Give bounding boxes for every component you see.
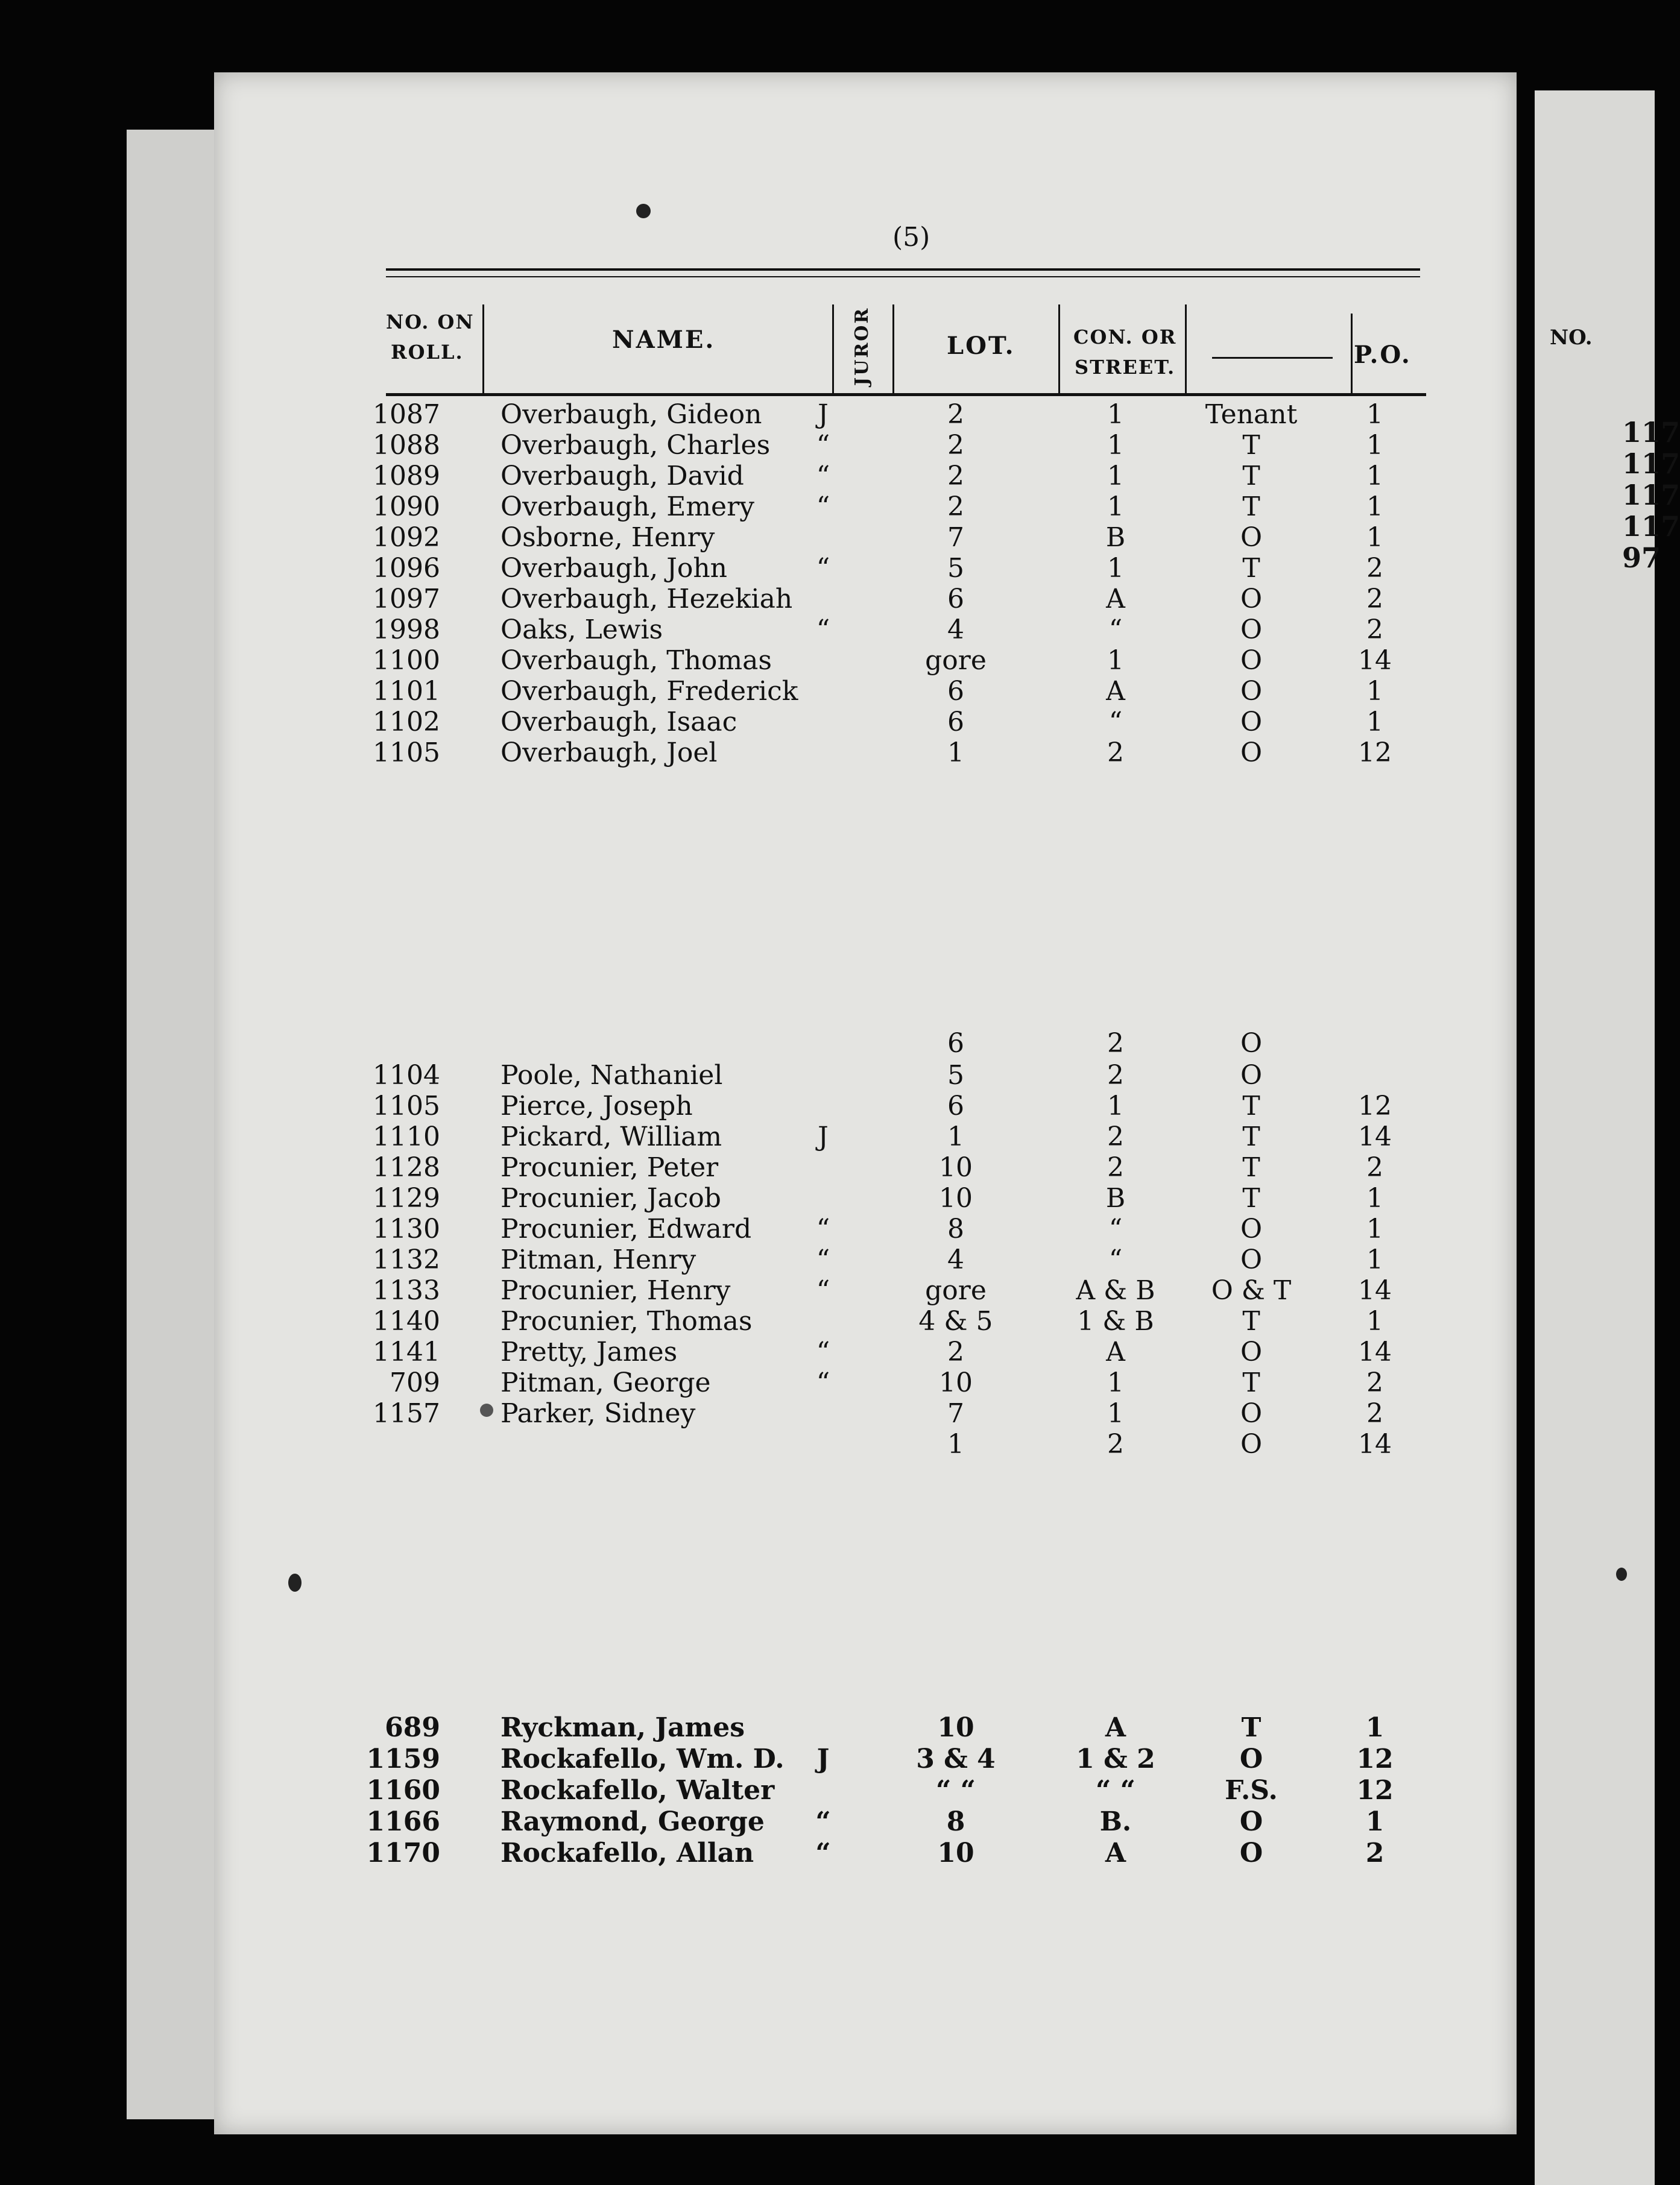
adjacent-roll-number: 97 xyxy=(1622,541,1661,574)
lot-value: 4 xyxy=(947,614,964,645)
header-con: CON. OR xyxy=(1073,326,1177,348)
roll-number: 1100 xyxy=(373,645,440,676)
post-office-value: 1 xyxy=(1366,522,1383,553)
register-row xyxy=(0,1429,1655,1459)
concession-value: “ “ xyxy=(1096,1775,1135,1806)
register-row xyxy=(0,1275,1655,1305)
juror-mark: “ xyxy=(816,1244,830,1275)
lot-value: 6 xyxy=(947,707,964,737)
register-row xyxy=(0,1060,1655,1090)
tenure-value: O xyxy=(1240,737,1263,768)
tenure-value: Tenant xyxy=(1205,399,1298,430)
post-office-value: 2 xyxy=(1365,1838,1385,1868)
tenure-value: T xyxy=(1242,1183,1260,1214)
header-bottom-rule xyxy=(386,393,1426,396)
post-office-value: 2 xyxy=(1366,553,1383,584)
register-row xyxy=(0,491,1655,522)
post-office-value: 2 xyxy=(1366,614,1383,645)
roll-number: 1102 xyxy=(373,707,440,737)
person-name: Overbaugh, Isaac xyxy=(501,707,737,737)
lot-value: 1 xyxy=(947,1121,964,1152)
concession-value: 2 xyxy=(1107,1028,1124,1059)
column-divider xyxy=(1351,314,1353,394)
ink-speck xyxy=(288,1574,302,1592)
roll-number: 1170 xyxy=(366,1838,440,1868)
person-name: Raymond, George xyxy=(501,1806,765,1837)
column-divider xyxy=(1058,304,1060,394)
concession-value: A xyxy=(1106,584,1125,614)
concession-value: A xyxy=(1105,1838,1126,1868)
person-name: Procunier, Jacob xyxy=(501,1183,721,1214)
register-row xyxy=(0,614,1655,645)
concession-value: 1 xyxy=(1107,430,1124,461)
roll-number: 1129 xyxy=(373,1183,440,1214)
register-row-partial xyxy=(0,1028,1655,1058)
register-row xyxy=(0,1152,1655,1182)
juror-mark: J xyxy=(818,399,829,430)
column-divider xyxy=(1185,304,1187,394)
tenure-value: O xyxy=(1239,1744,1263,1774)
register-row xyxy=(0,1806,1655,1837)
register-row xyxy=(0,1091,1655,1121)
person-name: Pitman, George xyxy=(501,1367,711,1398)
concession-value: “ xyxy=(1108,1214,1123,1244)
register-row xyxy=(0,553,1655,583)
post-office-value: 1 xyxy=(1365,1712,1385,1743)
column-divider xyxy=(832,304,834,394)
concession-value: 1 xyxy=(1107,645,1124,676)
juror-mark: “ xyxy=(816,1214,830,1244)
post-office-value: 14 xyxy=(1358,1337,1392,1367)
lot-value: 7 xyxy=(947,1398,964,1429)
juror-mark: J xyxy=(816,1744,830,1774)
concession-value: 1 xyxy=(1107,399,1124,430)
post-office-value: 14 xyxy=(1358,1121,1392,1152)
header-lot: LOT. xyxy=(947,332,1015,360)
concession-value: B xyxy=(1105,522,1126,553)
header-roll: ROLL. xyxy=(391,341,464,364)
adjacent-roll-number: 117 xyxy=(1622,510,1680,543)
person-name: Overbaugh, Emery xyxy=(501,491,754,522)
concession-value: 1 xyxy=(1107,1367,1124,1398)
register-row xyxy=(0,461,1655,491)
concession-value: B xyxy=(1105,1183,1126,1214)
post-office-value: 1 xyxy=(1366,399,1383,430)
tenure-value: F.S. xyxy=(1225,1775,1278,1806)
tenure-value: O xyxy=(1240,1337,1263,1367)
lot-value: 6 xyxy=(947,1028,964,1059)
register-row xyxy=(0,1398,1655,1428)
juror-mark: “ xyxy=(816,553,830,584)
register-row xyxy=(0,1214,1655,1244)
post-office-value: 1 xyxy=(1366,1244,1383,1275)
roll-number: 1087 xyxy=(373,399,440,430)
person-name: Poole, Nathaniel xyxy=(501,1060,723,1091)
tenure-value: T xyxy=(1241,1712,1262,1743)
tenure-value: O xyxy=(1240,1060,1263,1091)
post-office-value: 12 xyxy=(1358,737,1392,768)
post-office-value: 12 xyxy=(1356,1744,1394,1774)
juror-mark: “ xyxy=(816,461,830,491)
lot-value: 5 xyxy=(947,553,964,584)
person-name: Ryckman, James xyxy=(501,1712,745,1743)
lot-value: 10 xyxy=(939,1183,973,1214)
tenure-value: T xyxy=(1242,553,1260,584)
juror-mark: J xyxy=(818,1121,829,1152)
lot-value: 2 xyxy=(947,491,964,522)
concession-value: 2 xyxy=(1107,1152,1124,1183)
header-top-rule-thin xyxy=(386,276,1420,277)
roll-number: 1160 xyxy=(366,1775,440,1806)
tenure-value: O xyxy=(1240,614,1263,645)
roll-number: 1998 xyxy=(373,614,440,645)
ink-speck xyxy=(636,204,651,218)
concession-value: 1 xyxy=(1107,491,1124,522)
lot-value: 2 xyxy=(947,430,964,461)
lot-value: 6 xyxy=(947,1091,964,1121)
person-name: Overbaugh, Gideon xyxy=(501,399,762,430)
lot-value: 10 xyxy=(937,1712,974,1743)
register-row xyxy=(0,1244,1655,1275)
person-name: Pretty, James xyxy=(501,1337,678,1367)
concession-value: 1 xyxy=(1107,461,1124,491)
roll-number: 1092 xyxy=(373,522,440,553)
post-office-value: 1 xyxy=(1366,1214,1383,1244)
header-no-on-roll: NO. ON xyxy=(386,311,475,333)
header-name: NAME. xyxy=(612,326,716,354)
roll-number: 1128 xyxy=(373,1152,440,1183)
juror-mark: “ xyxy=(816,491,830,522)
roll-number: 1166 xyxy=(366,1806,440,1837)
tenure-value: O xyxy=(1240,1244,1263,1275)
lot-value: 10 xyxy=(937,1838,974,1868)
post-office-value: 2 xyxy=(1366,584,1383,614)
lot-value: 7 xyxy=(947,522,964,553)
person-name: Overbaugh, Frederick xyxy=(501,676,798,707)
header-juror: JUROR xyxy=(851,306,873,386)
post-office-value: 1 xyxy=(1365,1806,1385,1837)
column-divider xyxy=(482,304,484,394)
concession-value: “ xyxy=(1108,614,1123,645)
tenure-value: T xyxy=(1242,1152,1260,1183)
ink-speck xyxy=(1616,1568,1627,1581)
register-row xyxy=(0,645,1655,675)
concession-value: 2 xyxy=(1107,1060,1124,1091)
roll-number: 1097 xyxy=(373,584,440,614)
lot-value: 4 xyxy=(947,1244,964,1275)
person-name: Overbaugh, Thomas xyxy=(501,645,772,676)
roll-number: 689 xyxy=(385,1712,440,1743)
person-name: Rockafello, Walter xyxy=(501,1775,775,1806)
post-office-value: 1 xyxy=(1366,1183,1383,1214)
ink-speck xyxy=(480,1404,493,1417)
post-office-value: 2 xyxy=(1366,1152,1383,1183)
juror-mark: “ xyxy=(815,1806,831,1837)
concession-value: A xyxy=(1106,676,1125,707)
header-street: STREET. xyxy=(1075,356,1176,379)
lot-value: 2 xyxy=(947,399,964,430)
register-row xyxy=(0,1367,1655,1398)
tenure-value: T xyxy=(1242,430,1260,461)
post-office-value: 1 xyxy=(1366,430,1383,461)
person-name: Pitman, Henry xyxy=(501,1244,696,1275)
roll-number: 709 xyxy=(390,1367,440,1398)
adjacent-roll-number: 117 xyxy=(1622,479,1680,511)
concession-value: 2 xyxy=(1107,1121,1124,1152)
register-row xyxy=(0,707,1655,737)
register-row xyxy=(0,737,1655,768)
juror-mark: “ xyxy=(816,614,830,645)
person-name: Overbaugh, John xyxy=(501,553,728,584)
person-name: Parker, Sidney xyxy=(501,1398,696,1429)
tenure-value: O xyxy=(1239,1806,1263,1837)
header-top-rule xyxy=(386,268,1420,271)
lot-value: 8 xyxy=(946,1806,965,1837)
roll-number: 1089 xyxy=(373,461,440,491)
roll-number: 1088 xyxy=(373,430,440,461)
concession-value: 2 xyxy=(1107,1429,1124,1460)
lot-value: 4 & 5 xyxy=(918,1306,993,1337)
roll-number: 1133 xyxy=(373,1275,440,1306)
header-blank-line xyxy=(1212,357,1333,359)
tenure-value: T xyxy=(1242,461,1260,491)
post-office-value: 12 xyxy=(1358,1091,1392,1121)
concession-value: A & B xyxy=(1076,1275,1155,1306)
lot-value: 3 & 4 xyxy=(916,1744,996,1774)
roll-number: 1159 xyxy=(366,1744,440,1774)
person-name: Overbaugh, Charles xyxy=(501,430,771,461)
register-row xyxy=(0,1121,1655,1152)
roll-number: 1140 xyxy=(373,1306,440,1337)
roll-number: 1105 xyxy=(373,1091,440,1121)
tenure-value: O & T xyxy=(1211,1275,1292,1306)
post-office-value: 1 xyxy=(1366,676,1383,707)
person-name: Rockafello, Allan xyxy=(501,1838,754,1868)
roll-number: 1104 xyxy=(373,1060,440,1091)
tenure-value: T xyxy=(1242,1367,1260,1398)
register-row xyxy=(0,1183,1655,1213)
lot-value: 6 xyxy=(947,676,964,707)
person-name: Rockafello, Wm. D. xyxy=(501,1744,785,1774)
lot-value: 2 xyxy=(947,1337,964,1367)
tenure-value: O xyxy=(1240,707,1263,737)
post-office-value: 2 xyxy=(1366,1398,1383,1429)
tenure-value: O xyxy=(1239,1838,1263,1868)
tenure-value: O xyxy=(1240,676,1263,707)
register-row xyxy=(0,1838,1655,1868)
register-row xyxy=(0,1775,1655,1805)
post-office-value: 14 xyxy=(1358,1429,1392,1460)
concession-value: A xyxy=(1106,1337,1125,1367)
concession-value: 1 xyxy=(1107,553,1124,584)
concession-value: 1 xyxy=(1107,1398,1124,1429)
tenure-value: O xyxy=(1240,1214,1263,1244)
post-office-value: 1 xyxy=(1366,461,1383,491)
register-row xyxy=(0,399,1655,429)
column-divider xyxy=(892,304,894,394)
register-row xyxy=(0,430,1655,460)
tenure-value: T xyxy=(1242,1121,1260,1152)
juror-mark: “ xyxy=(816,430,830,461)
adjacent-roll-number: 117 xyxy=(1622,447,1680,480)
person-name: Procunier, Thomas xyxy=(501,1306,753,1337)
register-row xyxy=(0,676,1655,706)
concession-value: 1 & 2 xyxy=(1076,1744,1155,1774)
tenure-value: O xyxy=(1240,645,1263,676)
tenure-value: O xyxy=(1240,522,1263,553)
concession-value: A xyxy=(1105,1712,1126,1743)
post-office-value: 14 xyxy=(1358,645,1392,676)
concession-value: B. xyxy=(1099,1806,1132,1837)
roll-number: 1157 xyxy=(373,1398,440,1429)
lot-value: “ “ xyxy=(936,1775,976,1806)
roll-number: 1105 xyxy=(373,737,440,768)
page-number: (5) xyxy=(892,222,930,253)
roll-number: 1132 xyxy=(373,1244,440,1275)
tenure-value: O xyxy=(1240,1028,1263,1059)
lot-value: 6 xyxy=(947,584,964,614)
concession-value: 2 xyxy=(1107,737,1124,768)
lot-value: 2 xyxy=(947,461,964,491)
person-name: Pickard, William xyxy=(501,1121,722,1152)
person-name: Procunier, Edward xyxy=(501,1214,752,1244)
tenure-value: T xyxy=(1242,1306,1260,1337)
juror-mark: “ xyxy=(816,1367,830,1398)
person-name: Overbaugh, Joel xyxy=(501,737,718,768)
tenure-value: T xyxy=(1242,1091,1260,1121)
register-row xyxy=(0,1337,1655,1367)
tenure-value: O xyxy=(1240,584,1263,614)
person-name: Overbaugh, Hezekiah xyxy=(501,584,793,614)
roll-number: 1141 xyxy=(373,1337,440,1367)
person-name: Pierce, Joseph xyxy=(501,1091,693,1121)
roll-number: 1096 xyxy=(373,553,440,584)
adjacent-roll-number: 117 xyxy=(1622,416,1680,449)
juror-mark: “ xyxy=(815,1838,831,1868)
lot-value: 10 xyxy=(939,1152,973,1183)
register-row xyxy=(0,584,1655,614)
lot-value: gore xyxy=(925,645,987,676)
header-po: P.O. xyxy=(1354,341,1412,369)
register-row xyxy=(0,522,1655,552)
post-office-value: 1 xyxy=(1366,707,1383,737)
lot-value: 1 xyxy=(947,1429,964,1460)
person-name: Procunier, Peter xyxy=(501,1152,719,1183)
lot-value: 1 xyxy=(947,737,964,768)
register-row xyxy=(0,1712,1655,1742)
tenure-value: O xyxy=(1240,1429,1263,1460)
lot-value: gore xyxy=(925,1275,987,1306)
post-office-value: 1 xyxy=(1366,491,1383,522)
post-office-value: 2 xyxy=(1366,1367,1383,1398)
juror-mark: “ xyxy=(816,1275,830,1306)
concession-value: “ xyxy=(1108,1244,1123,1275)
concession-value: 1 & B xyxy=(1077,1306,1154,1337)
roll-number: 1101 xyxy=(373,676,440,707)
register-row xyxy=(0,1306,1655,1336)
tenure-value: T xyxy=(1242,491,1260,522)
person-name: Osborne, Henry xyxy=(501,522,715,553)
post-office-value: 14 xyxy=(1358,1275,1392,1306)
roll-number: 1090 xyxy=(373,491,440,522)
lot-value: 5 xyxy=(947,1060,964,1091)
tenure-value: O xyxy=(1240,1398,1263,1429)
lot-value: 8 xyxy=(947,1214,964,1244)
adjacent-page-header: NO. xyxy=(1550,326,1593,350)
roll-number: 1130 xyxy=(373,1214,440,1244)
person-name: Overbaugh, David xyxy=(501,461,744,491)
person-name: Procunier, Henry xyxy=(501,1275,731,1306)
person-name: Oaks, Lewis xyxy=(501,614,663,645)
roll-number: 1110 xyxy=(373,1121,440,1152)
post-office-value: 12 xyxy=(1356,1775,1394,1806)
concession-value: “ xyxy=(1108,707,1123,737)
lot-value: 10 xyxy=(939,1367,973,1398)
register-row xyxy=(0,1744,1655,1774)
juror-mark: “ xyxy=(816,1337,830,1367)
post-office-value: 1 xyxy=(1366,1306,1383,1337)
concession-value: 1 xyxy=(1107,1091,1124,1121)
